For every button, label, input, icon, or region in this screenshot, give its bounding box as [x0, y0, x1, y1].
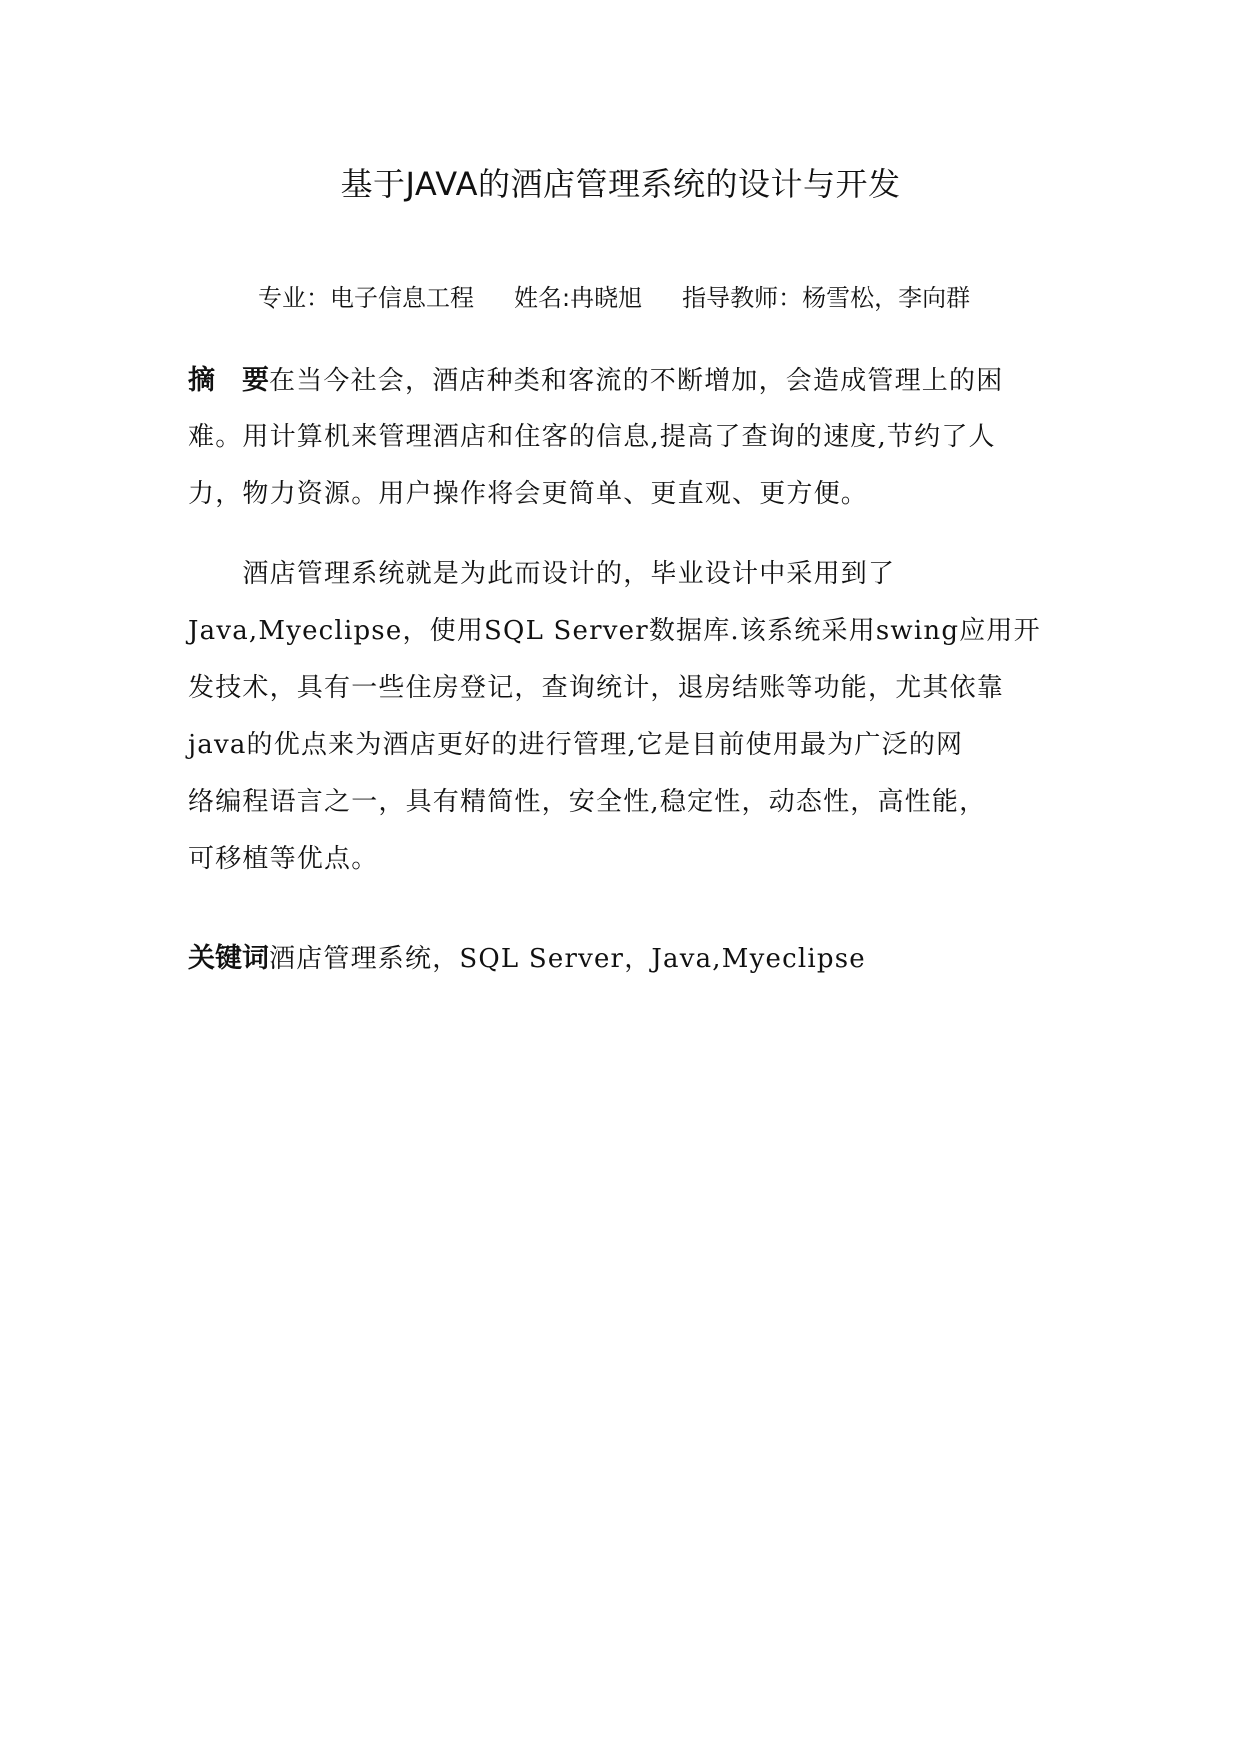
paragraph-line: 酒店管理系统就是为此而设计的，毕业设计中采用到了 — [188, 559, 896, 589]
abstract-section — [188, 352, 1068, 523]
keywords-text: 酒店管理系统，SQL Server，Java,Myeclipse — [269, 944, 866, 974]
abstract-line — [188, 352, 1068, 409]
paragraph-line: 发技术，具有一些住房登记，查询统计，退房结账等功能，尤其依靠 — [188, 673, 1005, 703]
abstract-line-text: 在当今社会，酒店种类和客流的不断增加，会造成管理上的困 — [269, 366, 1004, 396]
paper-title: 基于JAVA的酒店管理系统的设计与开发 — [340, 165, 901, 203]
paragraph-line: java的优点来为酒店更好的进行管理,它是目前使用最为广泛的网 — [188, 730, 964, 760]
abstract-line: 难。用计算机来管理酒店和住客的信息,提高了查询的速度,节约了人 — [188, 422, 996, 452]
abstract-line: 力，物力资源。用户操作将会更简单、更直观、更方便。 — [188, 479, 869, 509]
paragraph-line: 可移植等优点。 — [188, 844, 379, 874]
paragraph-line: Java,Myeclipse，使用SQL Server数据库.该系统采用swing应用开 — [188, 616, 1041, 646]
paragraph-line: 络编程语言之一，具有精简性，安全性,稳定性，动态性，高性能， — [188, 787, 987, 817]
author-name-text: 姓名:冉晓旭 — [514, 284, 643, 312]
abstract-label: 摘 要 — [188, 365, 269, 396]
author-info — [258, 281, 970, 315]
description-paragraph — [188, 546, 1068, 888]
keywords-label: 关键词 — [188, 943, 269, 974]
major-text: 专业：电子信息工程 — [258, 284, 474, 312]
advisor-text: 指导教师：杨雪松，李向群 — [682, 284, 971, 312]
keywords-line — [188, 930, 1068, 987]
keywords-section — [188, 930, 1068, 987]
